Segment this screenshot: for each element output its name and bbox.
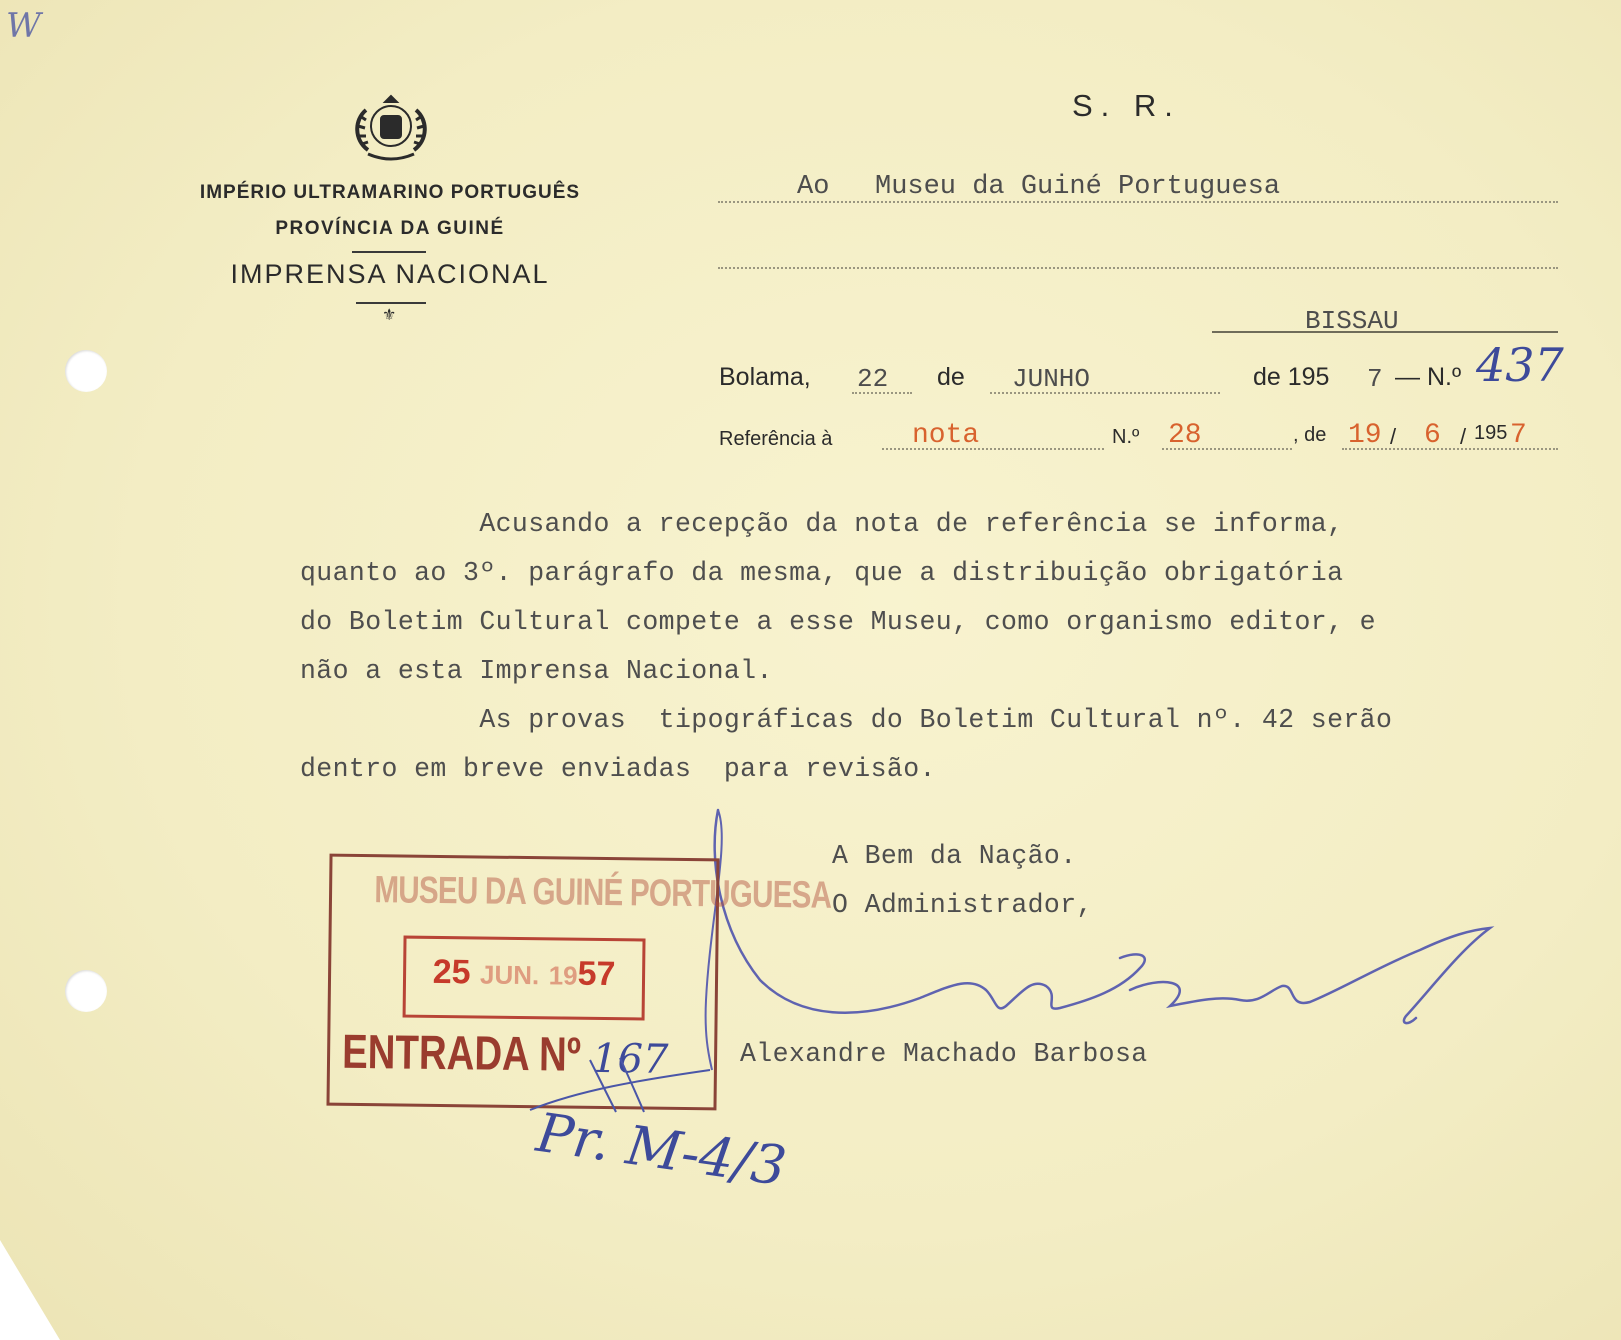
date-month: JUNHO [1012, 364, 1091, 394]
letterhead-empire: IMPÉRIO ULTRAMARINO PORTUGUÊS [199, 182, 581, 203]
body-paragraph-1-line-3: do Boletim Cultural compete a esse Museu, como organismo editor, e [300, 607, 1376, 637]
stamp-title: MUSEU DA GUINÉ PORTUGUESA [374, 869, 832, 917]
date-year-label: de 195 [1253, 363, 1330, 391]
reference-sep-1: / [1390, 424, 1397, 449]
closing-salutation: A Bem da Nação. [832, 841, 1077, 871]
date-year-digit: 7 [1367, 364, 1383, 394]
stamp-date-box [403, 936, 646, 1021]
letterhead-rule [352, 251, 426, 253]
signer-name: Alexandre Machado Barbosa [740, 1039, 1148, 1069]
stamp-date-year-prefix: 19 [548, 960, 578, 991]
body-paragraph-2-line-1: As provas tipográficas do Boletim Cultural nº. 42 serão [300, 705, 1393, 735]
torn-corner [0, 1240, 60, 1340]
reference-number-label: N.º [1112, 426, 1140, 448]
reference-sep-2: / [1460, 424, 1467, 449]
letterhead-province: PROVÍNCIA DA GUINÉ [275, 218, 505, 239]
reference-month: 6 [1424, 420, 1441, 451]
punch-hole-top [65, 350, 107, 392]
body-paragraph-1-line-1: Acusando a recepção da nota de referência se informa, [300, 509, 1344, 539]
reference-year-prefix: 195 [1474, 422, 1508, 444]
stamp-date [406, 953, 642, 995]
addressee-city: BISSAU [1305, 306, 1399, 336]
stamp-date-day: 25 [432, 952, 471, 992]
body-paragraph-1-line-4: não a esta Imprensa Nacional. [300, 656, 773, 686]
handwritten-reference: Pr. M-4/3 [532, 1100, 791, 1199]
addressee-name: Museu da Guiné Portuguesa [875, 172, 1281, 202]
stamp-entrada-label: ENTRADA Nº [341, 1025, 582, 1082]
sr-heading: S. R. [1072, 88, 1181, 123]
reference-day: 19 [1348, 420, 1382, 451]
date-number-handwritten: 437 [1476, 338, 1564, 392]
date-number-label: — N.º [1395, 363, 1462, 391]
date-day: 22 [857, 364, 889, 394]
signature-icon [700, 800, 1540, 1080]
reference-doc: nota [912, 420, 980, 451]
addressee-prefix: Ao [797, 172, 830, 202]
reference-label: Referência à [719, 428, 833, 450]
reference-de-label: , de [1293, 424, 1327, 446]
ornament-icon: ⚜ [382, 307, 397, 324]
date-place: Bolama, [719, 363, 811, 391]
body-paragraph-2-line-2: dentro em breve enviadas para revisão. [300, 754, 936, 784]
reference-year-digit: 7 [1510, 420, 1527, 451]
punch-hole-bottom [65, 970, 107, 1012]
stamp-date-year: 57 [577, 954, 616, 994]
letterhead-office: IMPRENSA NACIONAL [230, 259, 550, 289]
address-line-2 [718, 267, 1558, 269]
coat-of-arms-icon [346, 92, 436, 164]
letterhead-rule-2 [356, 302, 426, 304]
corner-pencil-mark: W [6, 6, 41, 46]
reference-number: 28 [1168, 420, 1202, 451]
body-paragraph-1-line-2: quanto ao 3º. parágrafo da mesma, que a distribuição obrigatória [300, 558, 1344, 588]
stamp-entrada-number: 167 [591, 1035, 669, 1083]
stamp-date-month: JUN. [479, 959, 540, 991]
date-de: de [937, 363, 965, 391]
closing-title: O Administrador, [832, 890, 1093, 920]
